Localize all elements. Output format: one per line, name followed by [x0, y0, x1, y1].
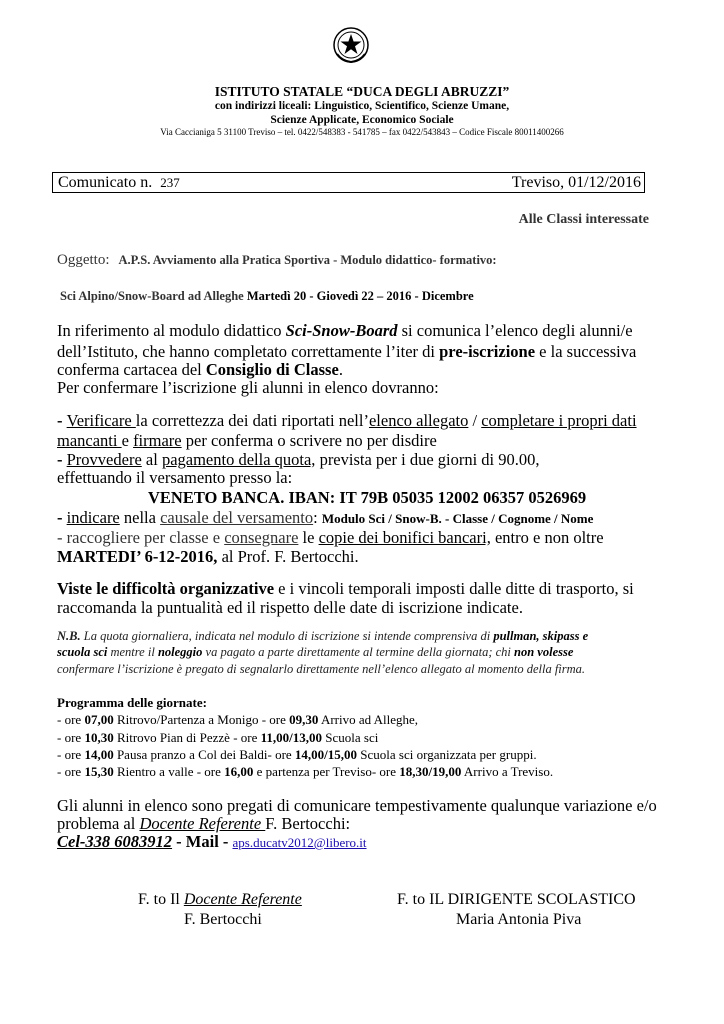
school-subtitle-2: Scienze Applicate, Economico Sociale: [270, 114, 454, 126]
school-name: ISTITUTO STATALE “DUCA DEGLI ABRUZZI”: [214, 84, 510, 99]
nb-line-2: scuola sci mentre il noleggio va pagato a parte direttamente al termine della giornata; chi non volesse: [57, 645, 574, 659]
oggetto-label: Oggetto:: [57, 252, 110, 268]
signature-left-title: F. to Il Docente Referente: [138, 891, 302, 908]
bullet-payment-1: - Provvedere al pagamento della quota, prevista per i due giorni di 90.00,: [57, 450, 540, 469]
oggetto-text: A.P.S. Avviamento alla Pratica Sportiva - Modulo didattico- formativo:: [118, 253, 497, 267]
programma-title: Programma delle giornate:: [57, 695, 207, 710]
programma-row-2: - ore 10,30 Ritrovo Pian di Pezzè - ore 11,00/13,00 Scuola sci: [57, 730, 379, 745]
body-line-4: Per confermare l’iscrizione gli alunni in elenco dovranno:: [57, 378, 439, 397]
programma-row-4: - ore 15,30 Rientro a valle - ore 16,00 e partenza per Treviso- ore 18,30/19,00 Arrivo a Treviso.: [57, 764, 554, 779]
recipients: Alle Classi interessate: [518, 212, 649, 227]
nb-line-1: N.B. La quota giornaliera, indicata nel modulo di iscrizione si intende comprensiva di pullman, skipass e: [57, 629, 589, 643]
viste-line-1: Viste le difficoltà organizzative e i vincoli temporali imposti dalle ditte di trasporto, si: [57, 579, 634, 598]
bullet-causale: - indicare nella causale del versamento: Modulo Sci / Snow-B. - Classe / Cognome / Nome: [57, 508, 594, 527]
signature-right-name: Maria Antonia Piva: [456, 911, 582, 928]
nb-line-3: confermare l’iscrizione è pregato di segnalarlo direttamente nell’elenco allegato al momento della firma.: [57, 662, 586, 676]
cel-number: Cel-338 6083912: [57, 832, 173, 851]
email-link[interactable]: aps.ducatv2012@libero.it: [232, 835, 367, 850]
place-date: Treviso, 01/12/2016: [511, 174, 641, 191]
body-line-1: In riferimento al modulo didattico Sci-Snow-Board si comunica l’elenco degli alunni/e: [57, 321, 633, 340]
contact-line: Cel-338 6083912 - Mail - aps.ducatv2012@libero.it: [57, 832, 367, 851]
signature-left-name: F. Bertocchi: [184, 911, 262, 928]
closing-line-1: Gli alunni in elenco sono pregati di comunicare tempestivamente qualunque variazione e/o: [57, 796, 657, 815]
viste-line-2: raccomanda la puntualità ed il rispetto delle date di iscrizione indicate.: [57, 598, 523, 617]
programma-row-3: - ore 14,00 Pausa pranzo a Col dei Baldi- ore 14,00/15,00 Scuola sci organizzata per gruppi.: [57, 747, 537, 762]
programma-row-1: - ore 07,00 Ritrovo/Partenza a Monigo - ore 09,30 Arrivo ad Alleghe,: [57, 712, 419, 727]
closing-line-2: problema al Docente Referente F. Bertocchi:: [57, 814, 351, 833]
bank-iban: VENETO BANCA. IBAN: IT 79B 05035 12002 06357 0526969: [148, 488, 587, 507]
oggetto-subtitle: Sci Alpino/Snow-Board ad Alleghe Martedì 20 - Giovedì 22 – 2016 - Dicembre: [60, 289, 474, 303]
signature-right-title: F. to IL DIRIGENTE SCOLASTICO: [397, 891, 636, 908]
body-line-3: conferma cartacea del Consiglio di Classe.: [57, 360, 343, 379]
bullet-verify-2: mancanti e firmare per conferma o scrivere no per disdire: [57, 431, 437, 450]
comunicato-label: Comunicato n. 237: [58, 174, 180, 191]
body-line-2: dell’Istituto, che hanno completato correttamente l’iter di pre-iscrizione e la successiva: [57, 342, 637, 361]
school-address: Via Caccianiga 5 31100 Treviso – tel. 0422/548383 - 541785 – fax 0422/543843 – Codice Fiscale 80011400266: [160, 127, 564, 137]
comunicato-box: [52, 172, 645, 193]
deadline-line: MARTEDI’ 6-12-2016, al Prof. F. Bertocchi.: [57, 547, 359, 566]
italian-republic-emblem-icon: [332, 26, 370, 64]
oggetto: [57, 251, 497, 269]
bullet-payment-2: effettuando il versamento presso la:: [57, 468, 293, 487]
comunicato-number: 237: [160, 175, 180, 190]
school-subtitle-1: con indirizzi liceali: Linguistico, Scientifico, Scienze Umane,: [214, 100, 510, 112]
bullet-verify-1: - Verificare la correttezza dei dati riportati nell’elenco allegato / completare i propri dati: [57, 411, 637, 430]
bullet-raccogliere: - raccogliere per classe e consegnare le copie dei bonifici bancari, entro e non oltre: [57, 528, 604, 547]
